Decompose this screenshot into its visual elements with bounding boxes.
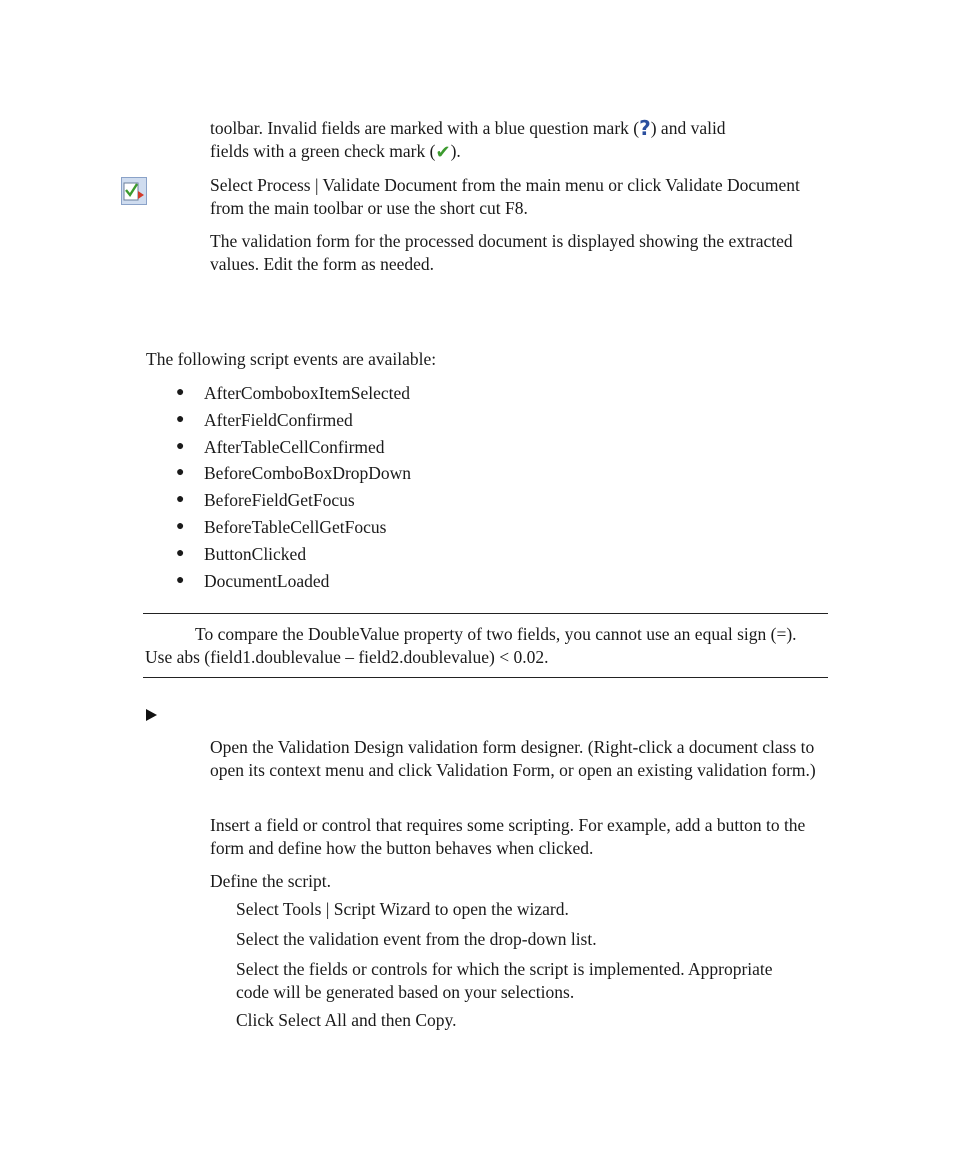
bullet-icon: ●: [176, 411, 185, 427]
bullet-icon: ●: [176, 465, 185, 481]
list-item: [176, 380, 411, 407]
event-name: ButtonClicked: [204, 543, 307, 564]
intro-text-3: fields with a green check mark (: [210, 141, 436, 161]
list-item: [176, 568, 411, 595]
substep-select-fields: Select the fields or controls for which the script is implemented. Appropriate code will be generated based on your selections.: [236, 959, 773, 1002]
list-item: [176, 487, 411, 514]
bullet-icon: ●: [176, 518, 185, 534]
intro-paragraph: [210, 117, 830, 163]
substep-select-all-copy: Click Select All and then Copy.: [236, 1010, 457, 1030]
list-item: [176, 514, 411, 541]
event-name: BeforeComboBoxDropDown: [204, 463, 412, 484]
bullet-icon: ●: [176, 492, 185, 508]
event-name: AfterComboboxItemSelected: [204, 383, 411, 403]
note-box: [143, 613, 828, 678]
event-name: AfterTableCellConfirmed: [204, 436, 385, 457]
bullet-icon: ●: [176, 438, 185, 454]
list-item: [176, 541, 411, 568]
step-define-script: Define the script.: [210, 871, 331, 891]
event-name: AfterFieldConfirmed: [204, 409, 353, 430]
question-mark-icon: ?: [639, 116, 651, 140]
check-mark-icon: ✔: [435, 142, 451, 163]
substep-select-event: Select the validation event from the drop-down list.: [236, 929, 597, 949]
intro-text-2: ) and valid: [650, 118, 726, 138]
event-name: BeforeTableCellGetFocus: [204, 516, 387, 537]
bullet-icon: ●: [176, 385, 185, 400]
validate-document-icon: [121, 177, 147, 205]
list-item: [176, 407, 411, 434]
list-item: [176, 460, 411, 487]
validate-step: Select Process | Validate Document from the main menu or click Validate Document from the main toolbar or use the short cut F8.: [210, 175, 800, 218]
step-insert-field: Insert a field or control that requires some scripting. For example, add a button to the form and define how the button behaves when clicked.: [210, 815, 806, 858]
event-name: DocumentLoaded: [204, 570, 330, 591]
note-text: To compare the DoubleValue property of two fields, you cannot use an equal sign (=). Use abs (field1.doublevalue – field2.doublevalue) < 0.02.: [145, 624, 797, 667]
bullet-icon: ●: [176, 545, 185, 561]
event-name: BeforeFieldGetFocus: [204, 490, 355, 511]
events-intro: The following script events are available:: [146, 349, 437, 369]
intro-text-1: toolbar. Invalid fields are marked with a blue question mark (: [210, 118, 640, 138]
events-list: [176, 380, 411, 594]
substep-script-wizard: Select Tools | Script Wizard to open the wizard.: [236, 899, 569, 919]
step-open-designer: Open the Validation Design validation form designer. (Right-click a document class to open its context menu and click Validation Form, or open an existing validation form.): [210, 737, 816, 780]
intro-text-4: ).: [450, 141, 461, 161]
bullet-icon: ●: [176, 572, 185, 588]
procedure-triangle-icon: [146, 709, 157, 721]
list-item: [176, 434, 411, 461]
validation-result-text: The validation form for the processed document is displayed showing the extracted values. Edit the form as needed.: [210, 231, 793, 274]
